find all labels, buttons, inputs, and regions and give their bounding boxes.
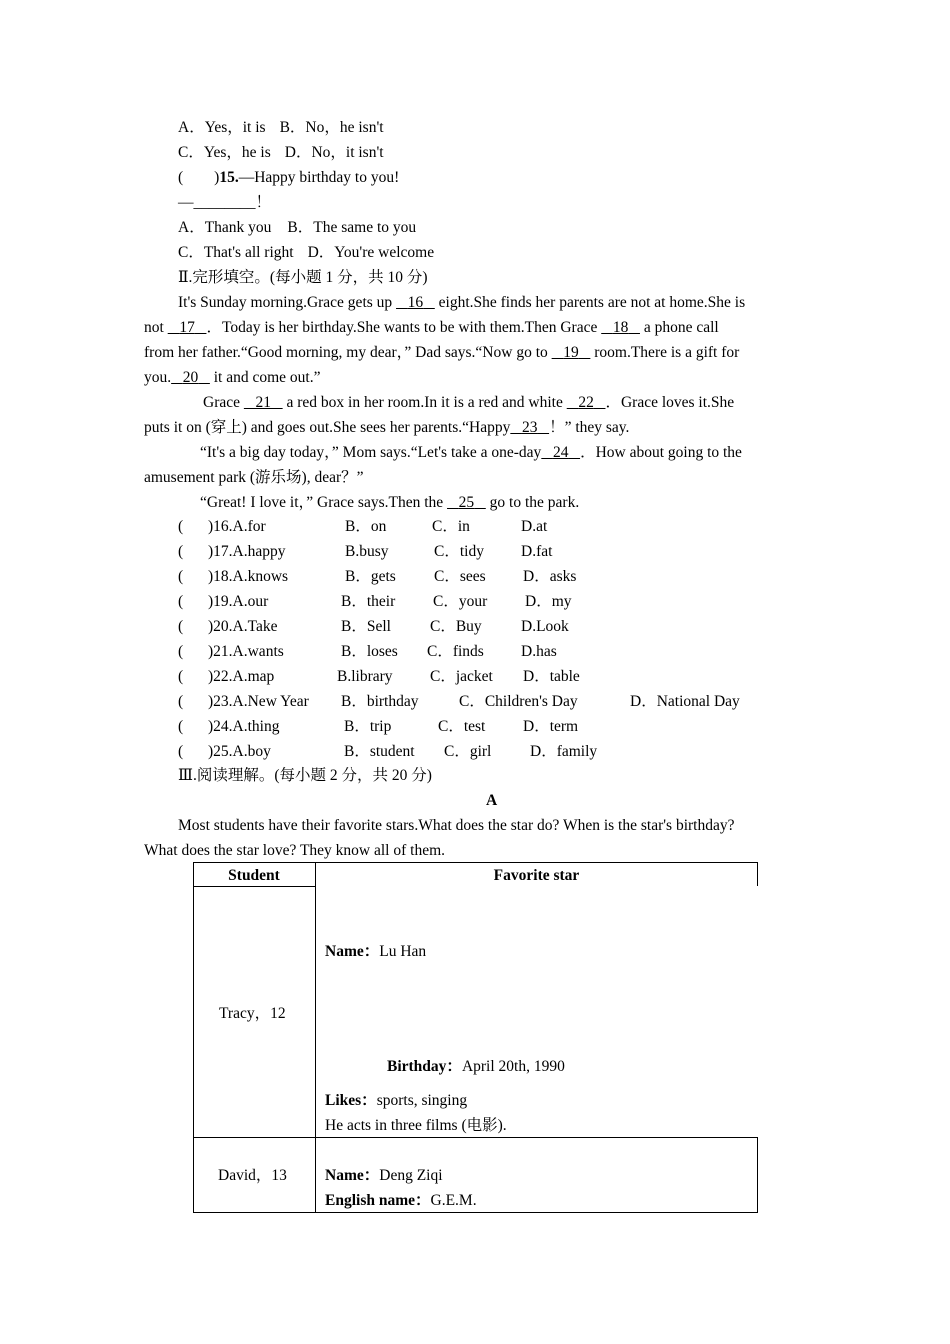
blank-16[interactable]: 16 bbox=[407, 294, 424, 311]
option-d[interactable]: D．my bbox=[525, 593, 572, 610]
q14-option-d: D．No，it isn't bbox=[284, 144, 384, 161]
answer-paren[interactable]: ( bbox=[178, 668, 184, 685]
table-header-student: Student bbox=[228, 867, 280, 884]
question-label: )21.A.wants bbox=[208, 643, 284, 660]
question-label: )25.A.boy bbox=[208, 743, 271, 760]
star-name: Name：Deng Ziqi bbox=[325, 1167, 443, 1184]
answer-paren[interactable]: ( bbox=[178, 718, 184, 735]
q15-option-d: D．You're welcome bbox=[307, 244, 435, 261]
reading-intro-line: Most students have their favorite stars.What does the star do? When is the star's birthday? bbox=[178, 817, 735, 834]
option-c[interactable]: C．finds bbox=[427, 643, 484, 660]
student-cell: David，13 bbox=[218, 1167, 287, 1184]
blank-17[interactable]: 17 bbox=[179, 319, 195, 336]
blank-23[interactable]: 23 bbox=[521, 419, 538, 436]
answer-paren[interactable]: ( bbox=[178, 593, 184, 610]
option-b[interactable]: B．gets bbox=[345, 568, 396, 585]
option-b[interactable]: B．on bbox=[345, 518, 387, 535]
question-number: 15. bbox=[219, 169, 239, 186]
blank-25[interactable]: 25 bbox=[458, 494, 475, 511]
blank-21[interactable]: 21 bbox=[255, 394, 271, 411]
q15-options-row-2 bbox=[178, 243, 434, 263]
option-d[interactable]: D.Look bbox=[521, 618, 569, 635]
option-d[interactable]: D.fat bbox=[521, 543, 553, 560]
q14-option-c: C．Yes，he is bbox=[178, 144, 271, 161]
star-likes: Likes：sports, singing bbox=[325, 1092, 468, 1109]
question-label: )20.A.Take bbox=[208, 618, 278, 635]
q15-stem bbox=[178, 168, 399, 188]
q15-option-c: C．That's all right bbox=[178, 244, 294, 261]
option-c[interactable]: C．in bbox=[432, 518, 470, 535]
q15-option-a: A．Thank you bbox=[178, 219, 272, 236]
q14-options-row-1 bbox=[178, 118, 384, 138]
option-c[interactable]: C．jacket bbox=[430, 668, 493, 685]
blank-19[interactable]: 19 bbox=[563, 344, 579, 361]
question-label: )19.A.our bbox=[208, 593, 269, 610]
passage-line: from her father.“Good morning, my dear，” Dad says.“Now go to 19 room.There is a gift for bbox=[144, 344, 740, 361]
q14-option-b: B．No，he isn't bbox=[279, 119, 384, 136]
passage-line: “It's a big day today，” Mom says.“Let's take a one-day 24 ．How about going to the bbox=[200, 444, 742, 461]
star-english-name: English name：G.E.M. bbox=[325, 1192, 477, 1209]
q15-options-row-1 bbox=[178, 218, 416, 238]
passage-line: Grace 21 a red box in her room.In it is a red and white 22 ．Grace loves it.She bbox=[203, 394, 735, 411]
q15-answer-line: —________！ bbox=[178, 194, 272, 211]
option-c[interactable]: C．tidy bbox=[434, 543, 484, 560]
passage-a-heading: A bbox=[486, 792, 498, 809]
answer-paren[interactable]: ( bbox=[178, 618, 184, 635]
question-label: )16.A.for bbox=[208, 518, 266, 535]
blank-18[interactable]: 18 bbox=[612, 319, 629, 336]
option-d[interactable]: D．term bbox=[523, 718, 579, 735]
passage-line: “Great! I love it，” Grace says.Then the 25 go to the park. bbox=[200, 494, 580, 511]
section-3-title: Ⅲ.阅读理解。(每小题 2 分，共 20 分) bbox=[178, 767, 432, 784]
question-label: )18.A.knows bbox=[208, 568, 289, 585]
option-b[interactable]: B．Sell bbox=[341, 618, 391, 635]
answer-paren[interactable]: ( bbox=[178, 518, 184, 535]
option-c[interactable]: C．Buy bbox=[430, 618, 482, 635]
table-header-favorite-star: Favorite star bbox=[493, 867, 580, 884]
passage-line: you. 20 it and come out.” bbox=[144, 369, 321, 386]
student-cell: Tracy，12 bbox=[219, 1005, 286, 1022]
option-c[interactable]: C．your bbox=[433, 593, 488, 610]
option-d[interactable]: D.has bbox=[521, 643, 557, 660]
option-b[interactable]: B．student bbox=[344, 743, 415, 760]
passage-line: It's Sunday morning.Grace gets up 16 eight.She finds her parents are not at home.She is bbox=[178, 294, 746, 311]
option-b[interactable]: B．loses bbox=[341, 643, 398, 660]
option-c[interactable]: C．sees bbox=[434, 568, 486, 585]
question-label: )23.A.New Year bbox=[208, 693, 309, 710]
star-name: Name：Lu Han bbox=[325, 943, 427, 960]
question-label: )17.A.happy bbox=[208, 543, 286, 560]
passage-line: puts it on (穿上) and goes out.She sees her parents.“Happy 23 ！” they say. bbox=[144, 419, 630, 436]
answer-paren[interactable]: ( bbox=[178, 543, 184, 560]
option-b[interactable]: B．their bbox=[341, 593, 396, 610]
star-extra: He acts in three films (电影). bbox=[325, 1117, 507, 1134]
option-d[interactable]: D.at bbox=[521, 518, 548, 535]
section-2-title: Ⅱ.完形填空。(每小题 1 分，共 10 分) bbox=[178, 269, 428, 286]
question-label: )22.A.map bbox=[208, 668, 275, 685]
option-d[interactable]: D．family bbox=[530, 743, 598, 760]
option-d[interactable]: D．National Day bbox=[630, 693, 740, 710]
passage-line: amusement park (游乐场), dear？” bbox=[144, 469, 364, 486]
option-b[interactable]: B．trip bbox=[344, 718, 392, 735]
option-d[interactable]: D．table bbox=[523, 668, 580, 685]
option-b[interactable]: B.library bbox=[337, 668, 393, 685]
answer-paren[interactable]: ( bbox=[178, 643, 184, 660]
option-c[interactable]: C．Children's Day bbox=[459, 693, 578, 710]
option-d[interactable]: D．asks bbox=[523, 568, 577, 585]
question-label: )24.A.thing bbox=[208, 718, 280, 735]
answer-paren[interactable]: ( bbox=[178, 693, 184, 710]
star-birthday: Birthday：April 20th, 1990 bbox=[387, 1058, 565, 1075]
option-c[interactable]: C．girl bbox=[444, 743, 492, 760]
blank-24[interactable]: 24 bbox=[552, 444, 569, 461]
q14-option-a: A．Yes，it is bbox=[178, 119, 266, 136]
reading-intro-line: What does the star love? They know all of them. bbox=[144, 842, 446, 859]
passage-line: not 17 ．Today is her birthday.She wants to be with them.Then Grace 18 a phone call bbox=[144, 319, 719, 336]
blank-22[interactable]: 22 bbox=[578, 394, 594, 411]
answer-paren[interactable]: ( bbox=[178, 743, 184, 760]
option-b[interactable]: B．birthday bbox=[341, 693, 419, 710]
option-b[interactable]: B.busy bbox=[345, 543, 389, 560]
option-c[interactable]: C．test bbox=[438, 718, 486, 735]
answer-paren[interactable]: ( bbox=[178, 568, 184, 585]
question-stem: —Happy birthday to you! bbox=[238, 169, 400, 186]
blank-20[interactable]: 20 bbox=[182, 369, 199, 386]
answer-paren[interactable]: ( ) bbox=[178, 169, 220, 186]
q15-option-b: B．The same to you bbox=[287, 219, 417, 236]
q14-options-row-2 bbox=[178, 143, 384, 163]
